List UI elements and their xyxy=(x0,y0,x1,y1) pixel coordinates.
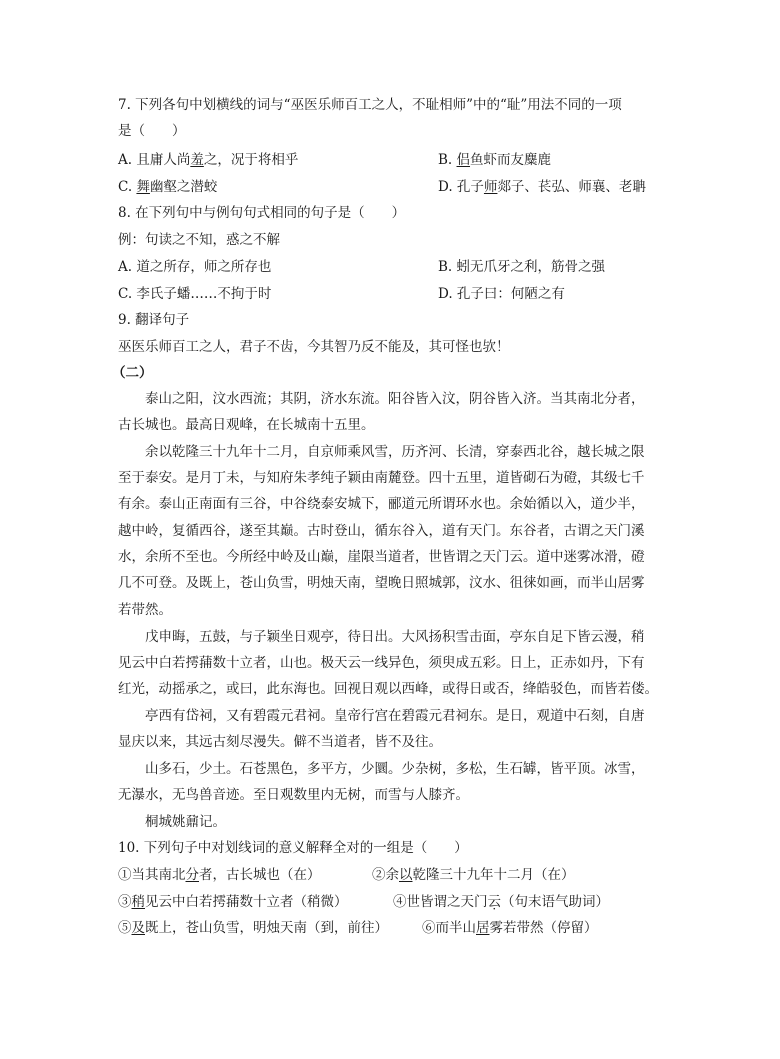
q10-o2-underlined: 以 xyxy=(399,867,413,883)
q8-stem: 8. 在下列句中与例句句式相同的句子是（ ） xyxy=(118,205,406,221)
passage-line: 几不可登。及既上，苍山负雪，明烛天南，望晚日照城郭，汶水、徂徕如画，而半山居雾 xyxy=(118,575,645,591)
q10-option-3 xyxy=(118,892,348,912)
q7-option-a xyxy=(118,150,298,170)
q8-option-a: A. 道之所存，师之所存也 xyxy=(118,259,272,275)
q10-o5-underlined: 及 xyxy=(131,920,145,936)
q7-a-pre: A. 且庸人尚 xyxy=(118,152,191,168)
q10-option-2 xyxy=(372,865,575,885)
q7-c-post: 幽壑之潜蛟 xyxy=(149,179,218,195)
q10-o5-pre: ⑤ xyxy=(118,920,132,936)
q10-o3-underlined: 稍 xyxy=(131,894,145,910)
passage-line: 山多石，少土。石苍黑色，多平方，少圜。少杂树，多松，生石罅，皆平顶。冰雪， xyxy=(145,761,645,777)
passage-line: 有余。泰山正南面有三谷，中谷绕泰安城下，郦道元所谓环水也。余始循以入，道少半， xyxy=(118,496,645,512)
q7-a-underlined: 羞 xyxy=(190,152,204,168)
q10-o2-pre: ②余 xyxy=(372,867,399,883)
q8-option-c: C. 李氏子蟠……不拘于时 xyxy=(118,286,272,302)
q10-o3-post: 见云中白若摴蒱数十立者（稍微） xyxy=(145,894,348,910)
q10-o5-post: 既上，苍山负雪，明烛天南（到，前往） xyxy=(145,920,388,936)
q7-d-pre: D. 孔子 xyxy=(438,179,484,195)
q7-b-underlined: 侣 xyxy=(456,152,471,168)
q10-o4-pre: ④世皆谓之天门 xyxy=(393,894,488,910)
q7-option-d xyxy=(438,177,646,197)
q10-stem: 10. 下列句子中对划线词的意义解释全对的一组是（ ） xyxy=(118,840,468,856)
section-heading: （二） xyxy=(112,365,153,381)
q10-o6-underlined: 居 xyxy=(476,920,490,936)
q10-option-1 xyxy=(118,865,321,885)
q7-c-underlined: 舞 xyxy=(136,179,150,195)
q10-o6-pre: ⑥而半山 xyxy=(422,920,476,936)
passage-line: 红光，动摇承之，或曰，此东海也。回视日观以西峰，或得日或否，绛皓驳色，而皆若偻。 xyxy=(118,681,658,697)
q7-option-b xyxy=(438,150,551,170)
q7-d-post: 郯子、苌弘、师襄、老聃 xyxy=(497,179,646,195)
passage-line: 古长城也。最高日观峰，在长城南十五里。 xyxy=(118,417,375,433)
passage-line: 越中岭，复循西谷，遂至其巅。古时登山，循东谷入，道有天门。东谷者，古谓之天门溪 xyxy=(118,523,645,539)
q9-sentence: 巫医乐师百工之人，君子不齿，今其智乃反不能及，其可怪也欤！ xyxy=(118,339,510,355)
q10-option-5 xyxy=(118,918,388,938)
q7-b-pre: B. xyxy=(438,152,457,168)
q9-stem: 9. 翻译句子 xyxy=(118,312,190,328)
q7-d-underlined: 师 xyxy=(483,179,498,195)
q7-option-c xyxy=(118,177,217,197)
q10-o4-post: （句末语气助词） xyxy=(501,894,609,910)
q10-o6-post: 雾若带然（停留） xyxy=(489,920,598,936)
passage-line: 至于泰安。是月丁未，与知府朱孝纯子颖由南麓登。四十五里，道皆砌石为磴，其级七千 xyxy=(118,470,645,486)
q10-o2-post: 乾隆三十九年十二月（在） xyxy=(412,867,575,883)
passage-signature: 桐城姚鼐记。 xyxy=(145,814,226,830)
passage-line: 戊申晦，五鼓，与子颖坐日观亭，待日出。大风扬积雪击面，亭东自足下皆云漫，稍 xyxy=(145,629,645,645)
passage-line: 水，余所不至也。今所经中岭及山巅，崖限当道者，世皆谓之天门云。道中迷雾冰滑，磴 xyxy=(118,549,645,565)
q10-o4-dotted: 云 xyxy=(487,894,501,910)
q8-option-b: B. 蚓无爪牙之利，筋骨之强 xyxy=(438,259,606,275)
passage-line: 显庆以来，其远古刻尽漫失。僻不当道者，皆不及往。 xyxy=(118,734,442,750)
q8-option-d: D. 孔子曰：何陋之有 xyxy=(438,286,565,302)
q7-c-pre: C. xyxy=(118,179,137,195)
q10-option-6 xyxy=(422,918,598,938)
passage-line: 泰山之阳，汶水西流；其阴，济水东流。阳谷皆入汶，阴谷皆入济。当其南北分者， xyxy=(145,391,645,407)
q10-o1-pre: ①当其南北 xyxy=(118,867,186,883)
passage-line: 见云中白若摴蒱数十立者，山也。极天云一线异色，须臾成五彩。日上，正赤如丹，下有 xyxy=(118,655,645,671)
q10-o3-pre: ③ xyxy=(118,894,132,910)
q7-stem-line1: 7. 下列各句中划横线的词与“巫医乐师百工之人，不耻相师”中的“耻”用法不同的一项 xyxy=(118,97,622,113)
q10-option-4 xyxy=(393,892,609,912)
q7-a-post: 之，况于将相乎 xyxy=(203,152,299,168)
q7-stem-line2: 是（ ） xyxy=(118,123,186,139)
passage-line: 若带然。 xyxy=(118,602,172,618)
q10-o1-underlined: 分 xyxy=(185,867,199,883)
q8-example: 例：句读之不知，惑之不解 xyxy=(118,232,280,248)
q7-b-post: 鱼虾而友麋鹿 xyxy=(470,152,552,168)
passage-line: 余以乾隆三十九年十二月，自京师乘风雪，历齐河、长清，穿泰西北谷，越长城之限 xyxy=(145,444,645,460)
passage-line: 亭西有岱祠，又有碧霞元君祠。皇帝行宫在碧霞元君祠东。是日，观道中石刻，自唐 xyxy=(145,708,645,724)
q10-o1-post: 者，古长城也（在） xyxy=(199,867,321,883)
passage-line: 无瀑水，无鸟兽音迹。至日观数里内无树，而雪与人膝齐。 xyxy=(118,787,469,803)
